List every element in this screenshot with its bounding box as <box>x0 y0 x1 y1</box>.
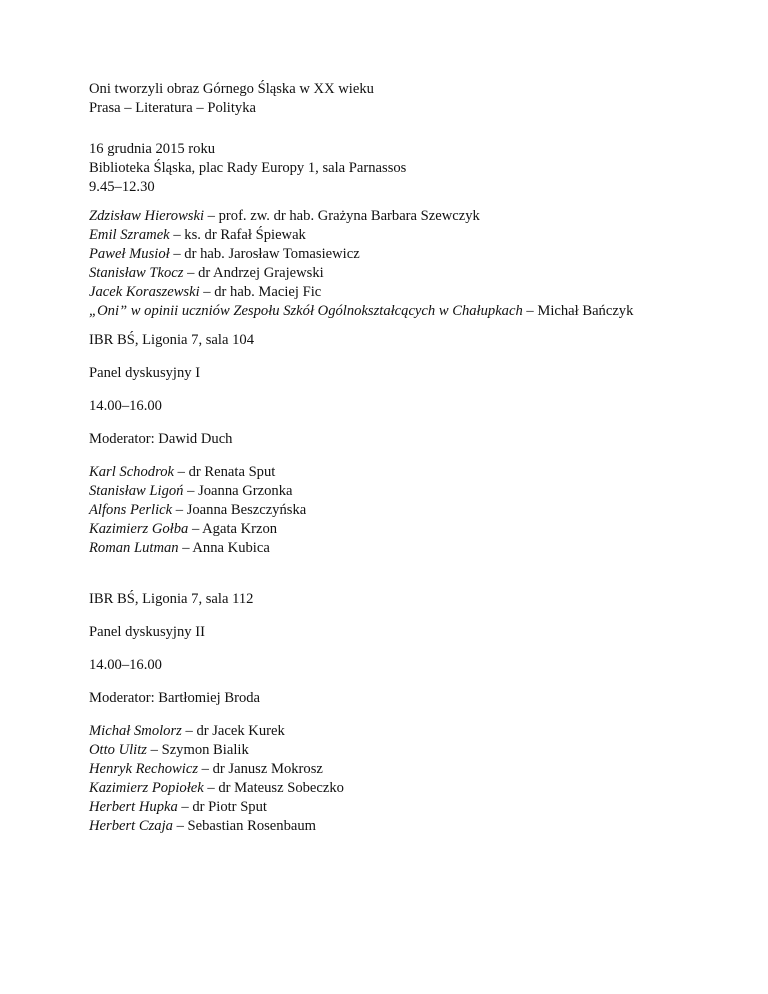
list-item: Alfons Perlick – Joanna Beszczyńska <box>89 502 307 518</box>
talk-speaker: Joanna Beszczyńska <box>186 502 307 518</box>
talk-speaker: Anna Kubica <box>192 540 270 556</box>
list-item: Stanisław Tkocz – dr Andrzej Grajewski <box>89 265 324 281</box>
talk-subject: Roman Lutman <box>89 540 179 556</box>
talk-speaker: dr hab. Jarosław Tomasiewicz <box>184 246 360 262</box>
list-item: „Oni” w opinii uczniów Zespołu Szkół Ogólnokształcących w Chałupkach – Michał Bańczyk <box>89 303 634 319</box>
panel-1-location: IBR BŚ, Ligonia 7, sala 104 <box>89 332 254 348</box>
talk-speaker: dr Janusz Mokrosz <box>212 761 323 777</box>
list-item: Emil Szramek – ks. dr Rafał Śpiewak <box>89 227 306 243</box>
talk-subject: Jacek Koraszewski <box>89 284 200 300</box>
talk-subject: Michał Smolorz <box>89 723 182 739</box>
talk-subject: Zdzisław Hierowski <box>89 208 205 224</box>
talk-speaker: dr hab. Maciej Fic <box>214 284 322 300</box>
talk-speaker: Sebastian Rosenbaum <box>187 818 317 834</box>
panel-2-time: 14.00–16.00 <box>89 657 162 673</box>
talk-subject: Alfons Perlick <box>89 502 173 518</box>
panel-2-title: Panel dyskusyjny II <box>89 624 205 640</box>
list-item: Herbert Hupka – dr Piotr Sput <box>89 799 267 815</box>
list-item: Paweł Musioł – dr hab. Jarosław Tomasiewicz <box>89 246 360 262</box>
document-title: Oni tworzyli obraz Górnego Śląska w XX wieku <box>89 81 374 97</box>
panel-2-location: IBR BŚ, Ligonia 7, sala 112 <box>89 591 254 607</box>
list-item: Zdzisław Hierowski – prof. zw. dr hab. Grażyna Barbara Szewczyk <box>89 208 480 224</box>
talk-speaker: Szymon Bialik <box>161 742 249 758</box>
talk-speaker: dr Jacek Kurek <box>196 723 285 739</box>
talk-subject: Herbert Hupka <box>89 799 178 815</box>
talk-subject: Herbert Czaja <box>89 818 173 834</box>
event-date: 16 grudnia 2015 roku <box>89 141 216 157</box>
talk-subject: Karl Schodrok <box>89 464 174 480</box>
list-item: Jacek Koraszewski – dr hab. Maciej Fic <box>89 284 322 300</box>
talk-speaker: dr Renata Sput <box>188 464 276 480</box>
talk-speaker: dr Mateusz Sobeczko <box>218 780 344 796</box>
talk-subject: Kazimierz Popiołek <box>89 780 204 796</box>
event-venue: Biblioteka Śląska, plac Rady Europy 1, sala Parnassos <box>89 160 407 176</box>
list-item: Kazimierz Popiołek – dr Mateusz Sobeczko <box>89 780 344 796</box>
talk-speaker: Agata Krzon <box>202 521 278 537</box>
list-item: Roman Lutman – Anna Kubica <box>89 540 270 556</box>
panel-2-talks-list <box>89 722 729 836</box>
event-time: 9.45–12.30 <box>89 179 155 195</box>
talk-subject: Stanisław Tkocz <box>89 265 184 281</box>
list-item: Kazimierz Gołba – Agata Krzon <box>89 521 278 537</box>
list-item: Otto Ulitz – Szymon Bialik <box>89 742 249 758</box>
panel-1-talks-list <box>89 463 729 558</box>
document-subtitle: Prasa – Literatura – Polityka <box>89 100 256 116</box>
panel-1-time: 14.00–16.00 <box>89 398 162 414</box>
talk-speaker: dr Piotr Sput <box>192 799 267 815</box>
list-item: Stanisław Ligoń – Joanna Grzonka <box>89 483 293 499</box>
panel-1-moderator: Moderator: Dawid Duch <box>89 431 233 447</box>
talk-speaker: Michał Bańczyk <box>537 303 634 319</box>
talk-subject: „Oni” w opinii uczniów Zespołu Szkół Ogólnokształcących w Chałupkach <box>89 303 523 319</box>
list-item: Herbert Czaja – Sebastian Rosenbaum <box>89 818 317 834</box>
talk-subject: Emil Szramek <box>89 227 170 243</box>
panel-1-title: Panel dyskusyjny I <box>89 365 201 381</box>
talk-subject: Paweł Musioł <box>89 246 170 262</box>
talk-subject: Kazimierz Gołba <box>89 521 189 537</box>
list-item: Karl Schodrok – dr Renata Sput <box>89 464 276 480</box>
talk-speaker: dr Andrzej Grajewski <box>198 265 324 281</box>
morning-talks-list <box>89 207 729 321</box>
talk-speaker: Joanna Grzonka <box>198 483 293 499</box>
talk-speaker: ks. dr Rafał Śpiewak <box>184 227 306 243</box>
list-item: Michał Smolorz – dr Jacek Kurek <box>89 723 285 739</box>
talk-subject: Henryk Rechowicz <box>89 761 199 777</box>
document-page <box>89 80 729 836</box>
talk-subject: Stanisław Ligoń <box>89 483 184 499</box>
talk-speaker: prof. zw. dr hab. Grażyna Barbara Szewczyk <box>218 208 480 224</box>
list-item: Henryk Rechowicz – dr Janusz Mokrosz <box>89 761 323 777</box>
talk-subject: Otto Ulitz <box>89 742 147 758</box>
panel-2-moderator: Moderator: Bartłomiej Broda <box>89 690 261 706</box>
